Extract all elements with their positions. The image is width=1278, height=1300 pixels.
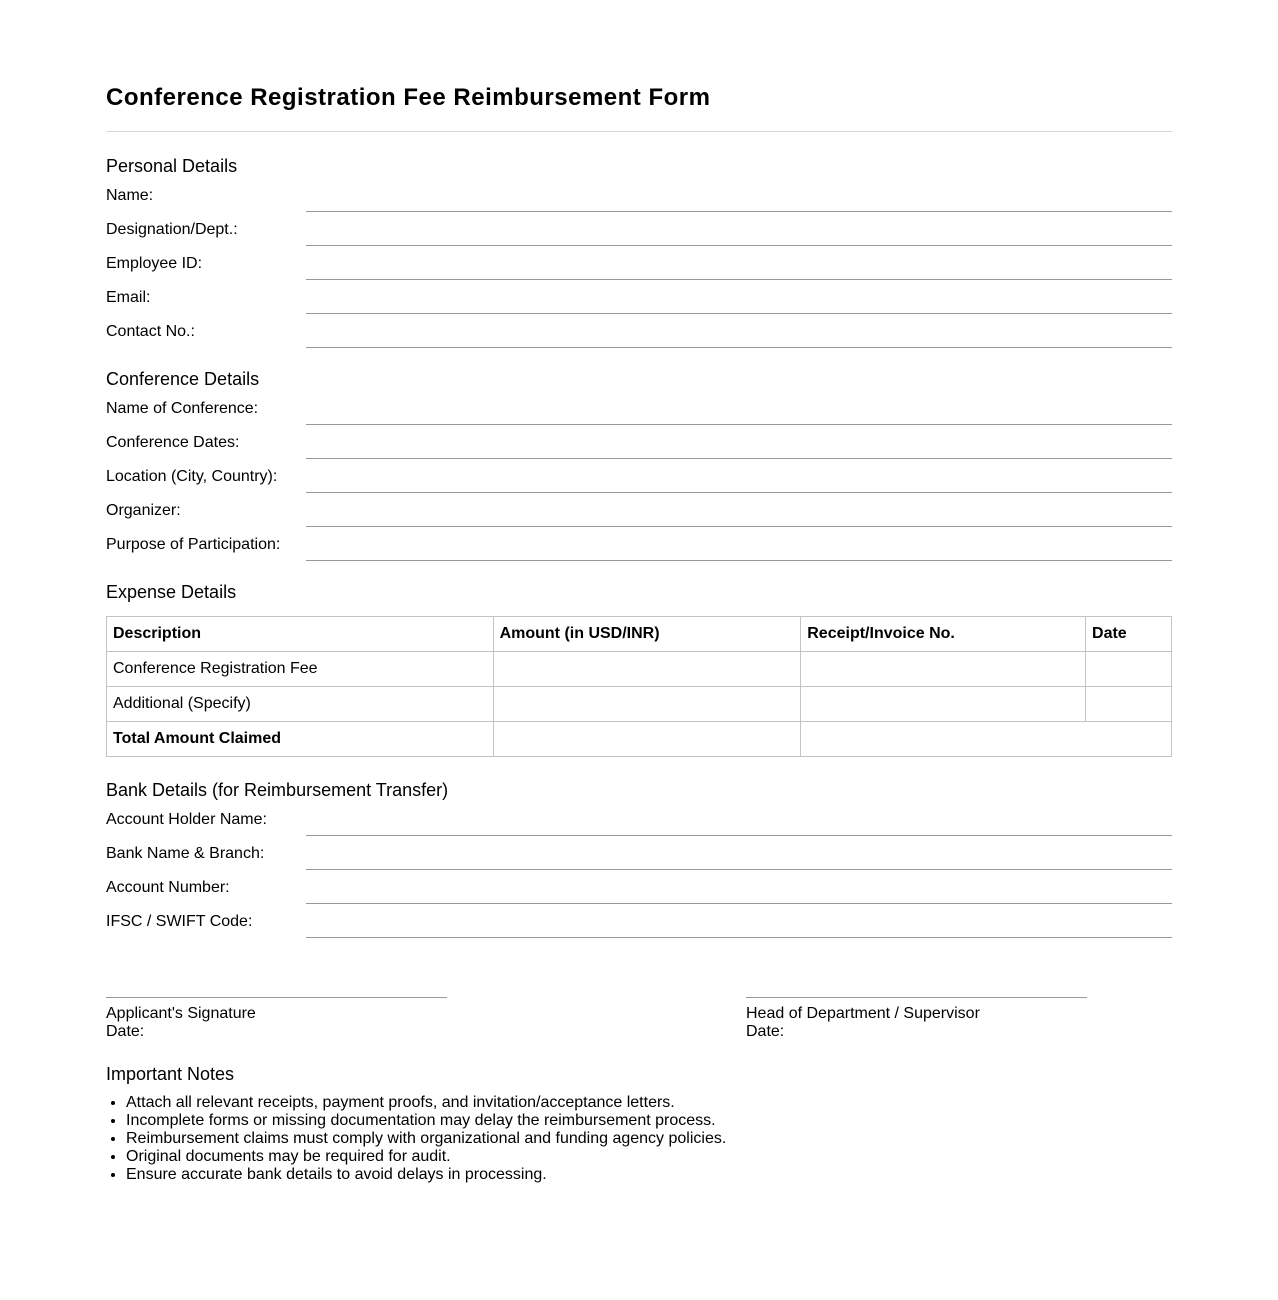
field-row-purpose	[106, 535, 1172, 569]
bank-name-input[interactable]	[306, 853, 1172, 870]
title-divider	[106, 131, 1172, 132]
conference-details-heading: Conference Details	[106, 369, 260, 389]
field-row-designation	[106, 220, 1172, 254]
conference-name-input[interactable]	[306, 408, 1172, 425]
field-label-account-number: Account Number:	[106, 879, 230, 896]
field-row-conference-dates	[106, 433, 1172, 467]
field-label-name: Name:	[106, 187, 154, 204]
cell-description: Additional (Specify)	[107, 687, 494, 722]
personal-details-heading: Personal Details	[106, 156, 238, 176]
designation-input[interactable]	[306, 229, 1172, 246]
field-label-designation: Designation/Dept.:	[106, 221, 238, 238]
applicant-signature-block	[106, 997, 447, 1041]
cell-description: Conference Registration Fee	[107, 652, 494, 687]
expense-details-heading: Expense Details	[106, 582, 237, 602]
column-header-amount: Amount (in USD/INR)	[493, 617, 801, 652]
applicant-signature-label: Applicant's Signature	[106, 1005, 256, 1022]
field-label-contact: Contact No.:	[106, 323, 195, 340]
field-label-conference-dates: Conference Dates:	[106, 434, 240, 451]
field-label-employee-id: Employee ID:	[106, 255, 203, 272]
column-header-receipt: Receipt/Invoice No.	[801, 617, 1086, 652]
location-input[interactable]	[306, 476, 1172, 493]
supervisor-signature-line[interactable]	[746, 997, 1087, 998]
cell-receipt[interactable]	[801, 652, 1086, 687]
field-row-location	[106, 467, 1172, 501]
list-item: • Original documents may be required for audit.	[126, 1148, 726, 1166]
field-row-bank-name	[106, 844, 1172, 878]
field-label-bank-name: Bank Name & Branch:	[106, 845, 265, 862]
supervisor-signature-label: Head of Department / Supervisor	[746, 1005, 980, 1022]
account-holder-input[interactable]	[306, 819, 1172, 836]
bank-details-heading: Bank Details (for Reimbursement Transfer)	[106, 780, 449, 800]
supervisor-signature-block	[746, 997, 1087, 1041]
contact-input[interactable]	[306, 331, 1172, 348]
table-row	[107, 652, 1172, 687]
field-row-account-number	[106, 878, 1172, 912]
name-input[interactable]	[306, 195, 1172, 212]
field-label-organizer: Organizer:	[106, 502, 181, 519]
important-notes-heading: Important Notes	[106, 1064, 235, 1084]
table-header-row	[107, 617, 1172, 652]
conference-dates-input[interactable]	[306, 442, 1172, 459]
field-row-email	[106, 288, 1172, 322]
page-title: Conference Registration Fee Reimbursement Form	[106, 84, 711, 111]
total-label: Total Amount Claimed	[107, 722, 494, 757]
field-row-account-holder	[106, 810, 1172, 844]
column-header-date: Date	[1086, 617, 1172, 652]
account-number-input[interactable]	[306, 887, 1172, 904]
email-input[interactable]	[306, 297, 1172, 314]
purpose-input[interactable]	[306, 544, 1172, 561]
table-total-row	[107, 722, 1172, 757]
applicant-signature-line[interactable]	[106, 997, 447, 998]
list-item: • Attach all relevant receipts, payment proofs, and invitation/acceptance letters.	[126, 1094, 726, 1112]
cell-date[interactable]	[1086, 687, 1172, 722]
field-row-contact	[106, 322, 1172, 356]
expense-table	[106, 616, 1172, 757]
organizer-input[interactable]	[306, 510, 1172, 527]
list-item: • Incomplete forms or missing documentation may delay the reimbursement process.	[126, 1112, 726, 1130]
total-amount-cell[interactable]	[493, 722, 801, 757]
notes-list	[106, 1094, 726, 1184]
list-item: • Ensure accurate bank details to avoid delays in processing.	[126, 1166, 726, 1184]
list-item: • Reimbursement claims must comply with organizational and funding agency policies.	[126, 1130, 726, 1148]
field-row-name	[106, 186, 1172, 220]
ifsc-input[interactable]	[306, 921, 1172, 938]
field-row-employee-id	[106, 254, 1172, 288]
employee-id-input[interactable]	[306, 263, 1172, 280]
supervisor-date-label: Date:	[746, 1023, 785, 1040]
cell-amount[interactable]	[493, 687, 801, 722]
column-header-description: Description	[107, 617, 494, 652]
field-row-organizer	[106, 501, 1172, 535]
field-label-email: Email:	[106, 289, 151, 306]
applicant-date-label: Date:	[106, 1023, 145, 1040]
field-label-conference-name: Name of Conference:	[106, 400, 259, 417]
field-label-ifsc: IFSC / SWIFT Code:	[106, 913, 253, 930]
field-label-purpose: Purpose of Participation:	[106, 536, 281, 553]
field-label-account-holder: Account Holder Name:	[106, 811, 267, 828]
table-row	[107, 687, 1172, 722]
total-remainder-cell	[801, 722, 1172, 757]
field-row-ifsc	[106, 912, 1172, 946]
field-row-conference-name	[106, 399, 1172, 433]
cell-amount[interactable]	[493, 652, 801, 687]
cell-receipt[interactable]	[801, 687, 1086, 722]
cell-date[interactable]	[1086, 652, 1172, 687]
field-label-location: Location (City, Country):	[106, 468, 278, 485]
